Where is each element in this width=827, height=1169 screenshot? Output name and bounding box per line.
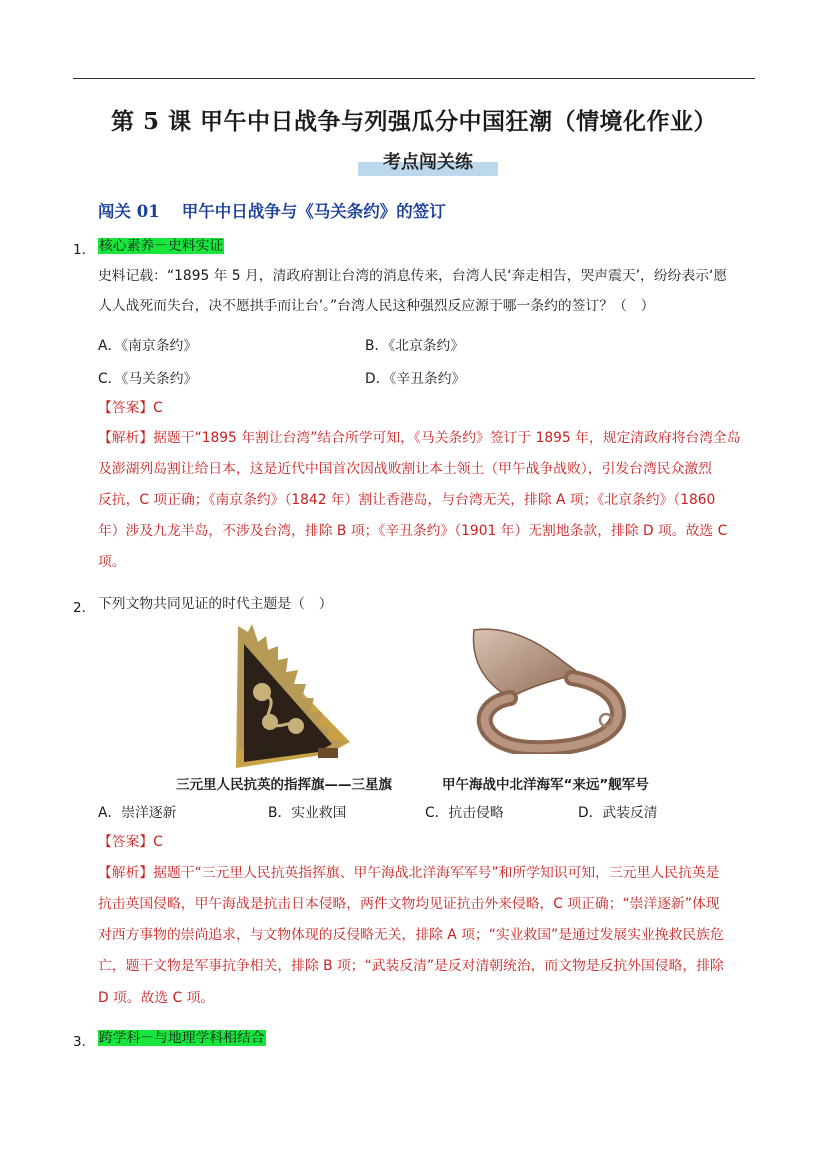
question-number-1: 1． [73, 242, 96, 258]
q1-analysis-line-2: 及澎湖列岛割让给日本，这是近代中国首次因战败割让本土领土（甲午战争战败），引发台湾民众激烈 [98, 461, 712, 477]
question-tag-1 [98, 236, 224, 256]
q1-analysis-line-5: 项。 [98, 554, 126, 570]
question-number-2: 2． [73, 600, 96, 616]
caption-bugle: 甲午海战中北洋海军“来远”舰军号 [442, 777, 649, 793]
section-text: 甲午中日战争与《马关条约》的签订 [181, 202, 446, 221]
q1-analysis-line-4: 年）涉及九龙半岛，不涉及台湾，排除 B 项；《辛丑条约》（1901 年）无割地条款，排除 D 项。故选 C [98, 523, 728, 539]
q2-option-b: B．实业救国 [268, 805, 347, 821]
q1-option-c: C．《马关条约》 [98, 371, 198, 387]
q1-stem-line-2: 人人战死而失台，决不愿拱手而让台’。”台湾人民这种强烈反应源于哪一条约的签订？（ ） [98, 298, 655, 314]
sanxing-flag-image [222, 622, 364, 770]
section-label: 闯关 01 [98, 202, 160, 221]
q2-option-a: A．崇洋逐新 [98, 805, 177, 821]
q1-answer: 【答案】C [98, 400, 163, 416]
header-rule [73, 78, 755, 79]
q1-stem-line-1: 史料记载：“1895 年 5 月，清政府割让台湾的消息传来，台湾人民‘奔走相告，哭声震天’，纷纷表示‘愿 [98, 268, 728, 284]
q2-analysis-line-2: 抗击英国侵略，甲午海战是抗击日本侵略，两件文物均见证抗击外来侵略，C 项正确；“崇洋逐新”体现 [98, 896, 720, 912]
q2-option-d: D．武装反清 [578, 805, 658, 821]
subtitle: 考点闯关练 [383, 152, 473, 173]
flag-pole-mount [318, 748, 338, 758]
question-tag-text-1: 核心素养－史料实证 [99, 238, 224, 254]
q2-option-c: C．抗击侵略 [425, 805, 504, 821]
question-number-3: 3． [73, 1034, 96, 1050]
q2-analysis-line-3: 对西方事物的崇尚追求，与文物体现的反侵略无关，排除 A 项；“实业救国”是通过发展实业挽救民族危 [98, 927, 724, 943]
question-tag-text-3: 跨学科－与地理学科相结合 [99, 1030, 265, 1046]
q2-stem: 下列文物共同见证的时代主题是（ ） [98, 596, 333, 612]
q2-analysis-line-4: 亡，题干文物是军事抗争相关，排除 B 项；“武装反清”是反对清朝统治，而文物是反抗外国侵略，排除 [98, 958, 724, 974]
q2-answer: 【答案】C [98, 834, 163, 850]
question-tag-3 [98, 1028, 266, 1048]
q1-option-a: A．《南京条约》 [98, 338, 198, 354]
subtitle-banner [358, 148, 498, 176]
flag-body [244, 644, 332, 762]
q1-analysis-line-1: 【解析】据题干“1895 年割让台湾”结合所学可知，《马关条约》签订于 1895 年，规定清政府将台湾全岛 [98, 430, 741, 446]
q1-option-b: B．《北京条约》 [365, 338, 465, 354]
page-title: 第 5 课 甲午中日战争与列强瓜分中国狂潮（情境化作业） [110, 108, 718, 135]
bugle-image [460, 626, 632, 754]
q1-option-d: D．《辛丑条约》 [365, 371, 466, 387]
q2-analysis-line-5: D 项。故选 C 项。 [98, 990, 215, 1006]
section-heading [98, 198, 446, 222]
q1-analysis-line-3: 反抗，C 项正确；《南京条约》（1842 年）割让香港岛，与台湾无关，排除 A 项；《北京条约》（1860 [98, 492, 716, 508]
bugle-bell [473, 629, 580, 698]
caption-flag: 三元里人民抗英的指挥旗——三星旗 [176, 777, 392, 793]
q2-analysis-line-1: 【解析】据题干“三元里人民抗英指挥旗、甲午海战北洋海军军号”和所学知识可知，三元里人民抗英是 [98, 865, 720, 881]
